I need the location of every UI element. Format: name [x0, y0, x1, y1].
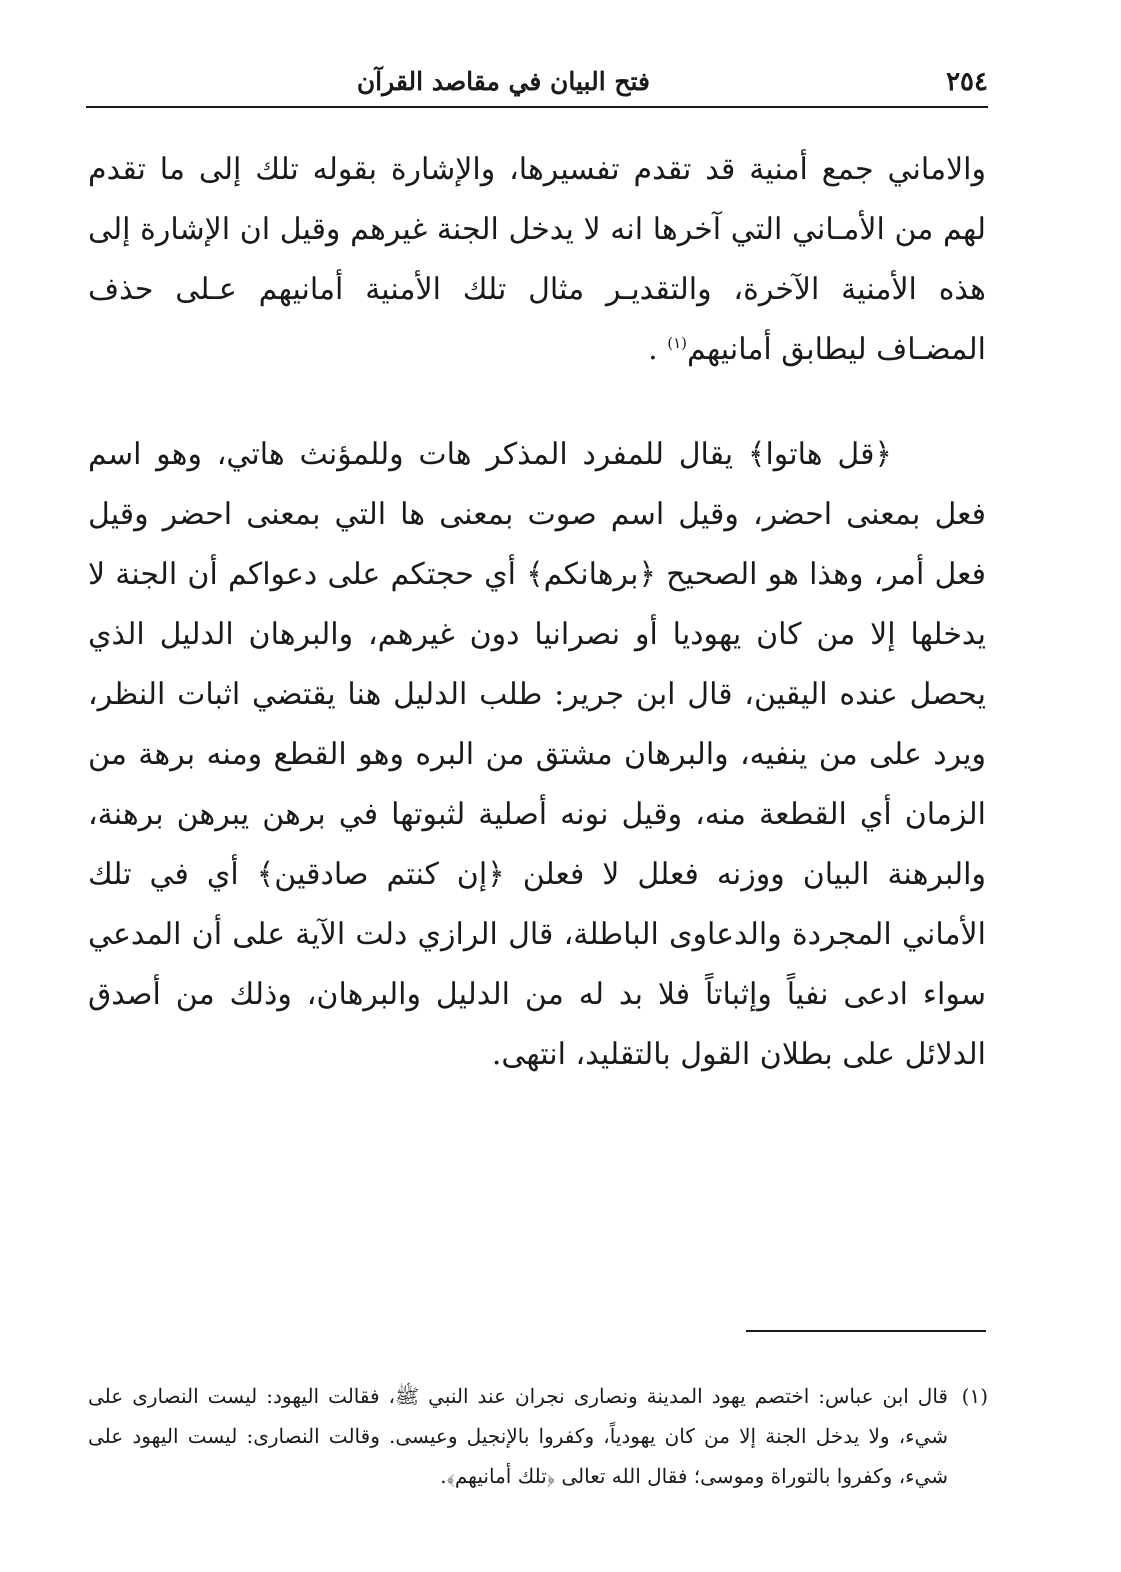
footnote-text: قال ابن عباس: اختصم يهود المدينة ونصارى نجران عند النبي ﷺ، فقالت اليهود: ليست النصارى على شيء، ولا يدخل الجنة إلا من كان يهودياً، وكفروا بالإنجيل وعيسى. وقالت النصارى: ليست اليهود على شيء، وكفروا بالتوراة وموسى؛ فقال الله تعالى ﴿تلك أمانيهم﴾. [88, 1384, 948, 1488]
footnote-separator [746, 1330, 986, 1332]
paragraph-1-text: والاماني جمع أمنية قد تقدم تفسيرها، والإشارة بقوله تلك إلى ما تقدم لهم من الأمـاني التي آخرها انه لا يدخل الجنة غيرهم وقيل ان الإشارة إلى هذه الأمنية الآخرة، والتقديـر مثال تلك الأمنية أمانيهم عـلى حذف المضـاف ليطابق أمانيهم [88, 152, 986, 367]
paragraph-2 [88, 425, 986, 1085]
footnote-reference[interactable]: (١) [667, 334, 687, 352]
footnote-marker: (١) [961, 1384, 988, 1408]
paragraph-1-end: . [648, 332, 658, 367]
paragraph-1 [88, 140, 986, 380]
running-title: فتح البيان في مقاصد القرآن [356, 67, 650, 96]
header-rule [86, 106, 988, 108]
page-header [86, 62, 988, 102]
paragraph-2-text: ﴿قل هاتوا﴾ يقال للمفرد المذكر هات وللمؤنث هاتي، وهو اسم فعل بمعنى احضر، وقيل اسم صوت بمعنى ها التي بمعنى احضر وقيل فعل أمر، وهذا هو الصحيح ﴿برهانكم﴾ أي حجتكم على دعواكم أن الجنة لا يدخلها إلا من كان يهوديا أو نصرانيا دون غيرهم، والبرهان الدليل الذي يحصل عنده اليقين، قال ابن جرير: طلب الدليل هنا يقتضي اثبات النظر، ويرد على من ينفيه، والبرهان مشتق من البره وهو القطع ومنه برهة من الزمان أي القطعة منه، وقيل نونه أصلية لثبوتها في برهن يبرهن برهنة، والبرهنة البيان ووزنه فعلل لا فعلن ﴿إن كنتم صادقين﴾ أي في تلك الأماني المجردة والدعاوى الباطلة، قال الرازي دلت الآية على أن المدعي سواء ادعى نفياً وإثباتاً فلا بد له من الدليل والبرهان، وذلك من أصدق الدلائل على بطلان القول بالتقليد، انتهى. [88, 437, 986, 1072]
footnote-1 [88, 1376, 988, 1496]
footnotes-section [88, 1376, 988, 1496]
page-number: ٢٥٤ [946, 67, 988, 97]
